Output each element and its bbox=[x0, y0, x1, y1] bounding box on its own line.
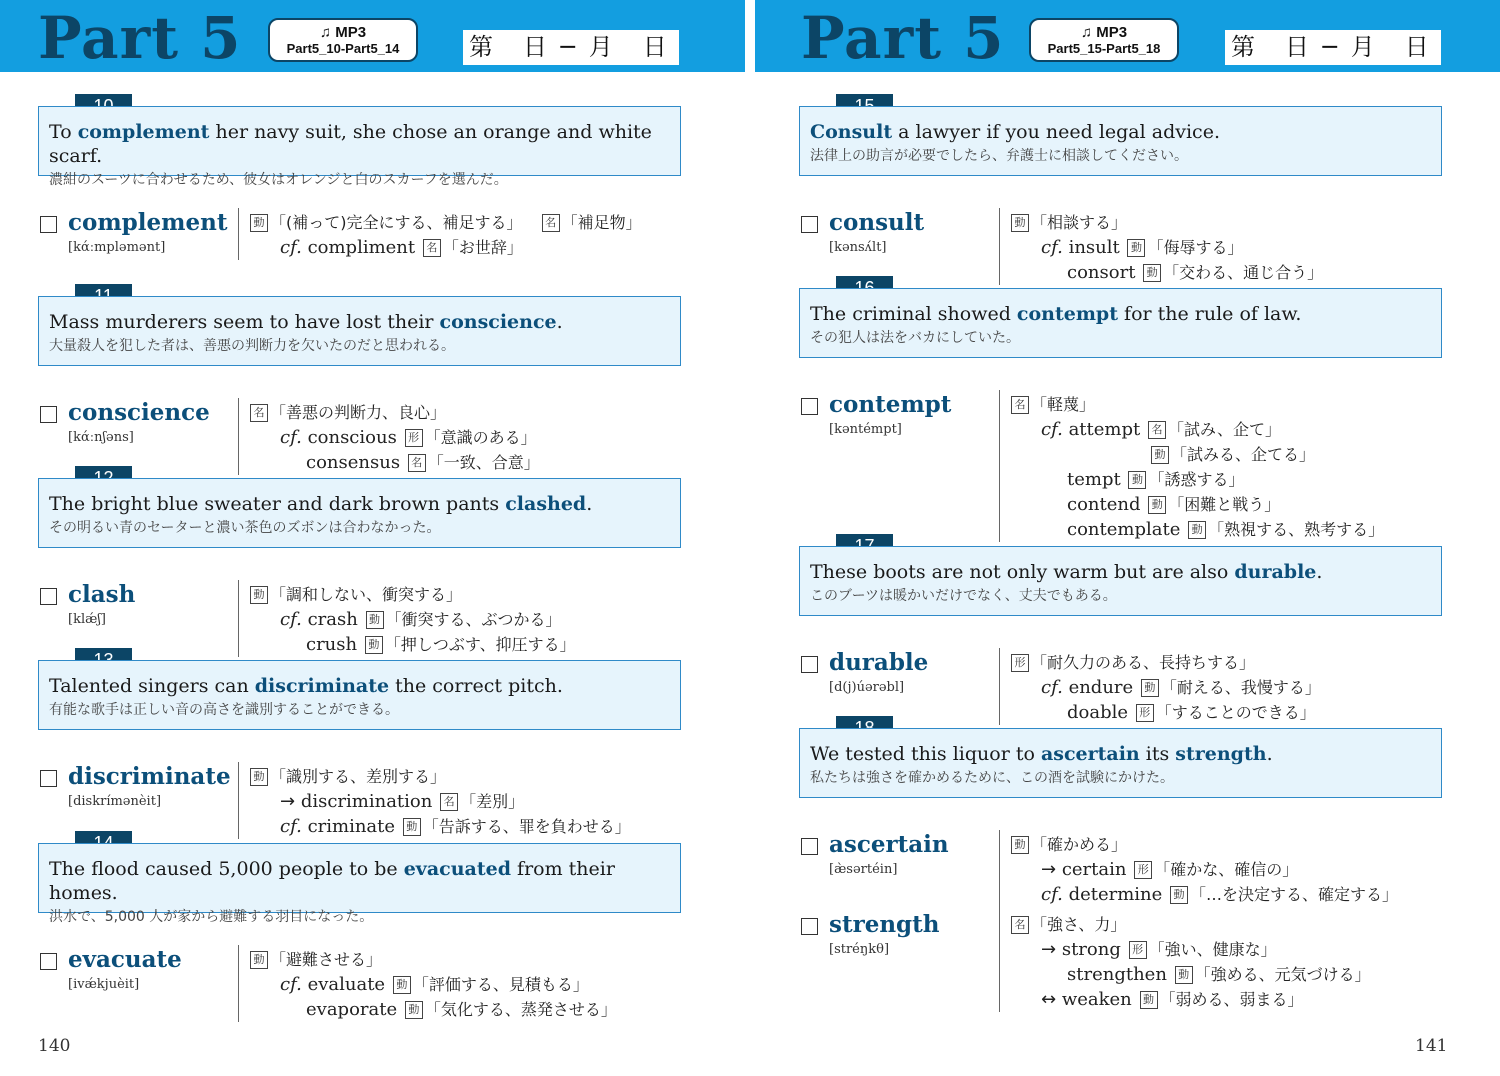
mp3-badge bbox=[1029, 18, 1179, 62]
part-of-speech-tag: 形 bbox=[1136, 704, 1154, 722]
example-sentence-box bbox=[38, 106, 681, 188]
definitions bbox=[1009, 210, 1323, 285]
sentence-text: Talented singers can bbox=[49, 675, 255, 697]
definition-line bbox=[1009, 442, 1384, 467]
cf-marker: cf. bbox=[1041, 237, 1063, 258]
divider-line bbox=[238, 208, 239, 260]
part-of-speech-tag: 動 bbox=[1141, 679, 1159, 697]
example-sentence-en bbox=[49, 857, 670, 905]
part-of-speech-tag: 動 bbox=[393, 976, 411, 994]
part-of-speech-tag: 形 bbox=[1011, 654, 1029, 672]
part-of-speech-tag: 動 bbox=[403, 818, 421, 836]
headword: conscience bbox=[68, 399, 210, 426]
japanese-definition: 「告訴する、罪を負わせる」 bbox=[422, 817, 631, 836]
pronunciation: [kάːmpləmənt] bbox=[68, 240, 166, 255]
definition-line bbox=[1009, 235, 1323, 260]
sentence-text: The bright blue sweater and dark brown pants bbox=[49, 493, 506, 515]
related-word: strengthen bbox=[1067, 964, 1167, 985]
sentence-text: a lawyer if you need legal advice. bbox=[892, 121, 1220, 143]
target-word: contempt bbox=[1016, 303, 1118, 325]
related-word: contemplate bbox=[1067, 519, 1181, 540]
part-of-speech-tag: 名 bbox=[250, 404, 268, 422]
definitions bbox=[1009, 392, 1384, 542]
checkbox[interactable] bbox=[801, 918, 818, 935]
cf-marker: cf. bbox=[1041, 884, 1063, 905]
definition-line bbox=[1009, 937, 1371, 962]
divider-line bbox=[238, 580, 239, 657]
example-sentence-ja: 大量殺人を犯した者は、善悪の判断力を欠いたのだと思われる。 bbox=[49, 338, 455, 354]
page-number: 140 bbox=[38, 1036, 71, 1056]
example-sentence-en bbox=[49, 492, 670, 516]
pronunciation: [stréŋkθ] bbox=[829, 942, 890, 957]
cf-marker: cf. bbox=[280, 974, 302, 995]
vocab-item bbox=[38, 208, 681, 260]
example-sentence-en bbox=[49, 674, 670, 698]
example-sentence-en bbox=[810, 120, 1431, 144]
example-sentence-ja: 洪水で、5,000 人が家から避難する羽目になった。 bbox=[49, 909, 374, 925]
related-word: crush bbox=[306, 634, 358, 655]
vocab-item bbox=[799, 390, 1442, 542]
part-of-speech-tag: 形 bbox=[405, 429, 423, 447]
relation-arrow: ↔ bbox=[1041, 989, 1057, 1010]
japanese-definition: 「評価する、見積もる」 bbox=[412, 975, 589, 994]
definition-line bbox=[1009, 492, 1384, 517]
study-date-box: 第 日 ─ 月 日 bbox=[1225, 30, 1441, 65]
related-word: evaluate bbox=[307, 974, 386, 995]
japanese-definition: 「意識のある」 bbox=[424, 428, 537, 447]
japanese-definition: 「軽蔑」 bbox=[1031, 395, 1096, 414]
mp3-file-range: Part5_15-Part5_18 bbox=[1047, 41, 1161, 56]
japanese-definition: 「試みる、企てる」 bbox=[1171, 445, 1316, 464]
definition-line bbox=[248, 425, 540, 450]
part-of-speech-tag: 動 bbox=[1128, 471, 1146, 489]
sentence-text: its bbox=[1139, 743, 1176, 765]
part-of-speech-tag: 名 bbox=[408, 454, 426, 472]
headword: discriminate bbox=[68, 763, 231, 790]
japanese-definition: 「誘惑する」 bbox=[1148, 470, 1245, 489]
japanese-definition: 「相談する」 bbox=[1031, 213, 1128, 232]
part-of-speech-tag: 動 bbox=[1143, 264, 1161, 282]
target-word: durable bbox=[1234, 561, 1317, 583]
cf-marker: cf. bbox=[1041, 677, 1063, 698]
headword: complement bbox=[68, 209, 228, 236]
sentence-text: . bbox=[1316, 561, 1323, 583]
example-sentence-ja: その犯人は法をバカにしていた。 bbox=[810, 330, 1020, 346]
related-word: criminate bbox=[307, 816, 396, 837]
definition-line bbox=[1009, 210, 1323, 235]
part-title: Part 5 bbox=[801, 4, 1005, 72]
japanese-definition: 「善悪の判断力、良心」 bbox=[270, 403, 447, 422]
divider-line bbox=[238, 945, 239, 1022]
part-of-speech-tag: 名 bbox=[542, 214, 560, 232]
japanese-definition: 「差別」 bbox=[460, 792, 525, 811]
example-sentence-ja: 濃紺のスーツに合わせるため、彼女はオレンジと白のスカーフを選んだ。 bbox=[49, 172, 508, 188]
sentence-text: The criminal showed bbox=[810, 303, 1017, 325]
part-of-speech-tag: 動 bbox=[1011, 214, 1029, 232]
vocab-item bbox=[38, 945, 681, 1022]
definition-line bbox=[1009, 882, 1398, 907]
part-of-speech-tag: 動 bbox=[1140, 991, 1158, 1009]
japanese-definition: 「強さ、力」 bbox=[1031, 915, 1127, 934]
part-of-speech-tag: 動 bbox=[250, 586, 268, 604]
relation-arrow: → bbox=[280, 791, 296, 812]
definitions bbox=[248, 210, 642, 260]
part-title: Part 5 bbox=[38, 4, 242, 72]
part-of-speech-tag: 動 bbox=[1011, 836, 1029, 854]
part-of-speech-tag: 動 bbox=[1170, 886, 1188, 904]
japanese-definition: 「熟視する、熟考する」 bbox=[1208, 520, 1385, 539]
example-sentence-box bbox=[38, 478, 681, 548]
part-of-speech-tag: 動 bbox=[1188, 521, 1206, 539]
related-word: crash bbox=[307, 609, 358, 630]
headword: evacuate bbox=[68, 946, 182, 973]
japanese-definition: 「困難と戦う」 bbox=[1168, 495, 1281, 514]
vocab-item bbox=[799, 648, 1442, 725]
sentence-text: Mass murderers seem to have lost their bbox=[49, 311, 440, 333]
mp3-badge bbox=[268, 18, 418, 62]
sentence-text: We tested this liquor to bbox=[810, 743, 1041, 765]
study-date-box: 第 日 ─ 月 日 bbox=[463, 30, 679, 65]
japanese-definition: 「弱める、弱まる」 bbox=[1159, 990, 1304, 1009]
example-sentence-en bbox=[810, 742, 1431, 766]
part-of-speech-tag: 形 bbox=[1134, 861, 1152, 879]
related-word: weaken bbox=[1061, 989, 1132, 1010]
pronunciation: [d(j)úərəbl] bbox=[829, 680, 905, 695]
checkbox[interactable] bbox=[40, 216, 57, 233]
definitions bbox=[1009, 832, 1398, 907]
example-sentence-box bbox=[799, 106, 1442, 176]
japanese-definition: 「強める、元気づける」 bbox=[1194, 965, 1371, 984]
mp3-file-range: Part5_10-Part5_14 bbox=[286, 41, 400, 56]
japanese-definition: 「試み、企て」 bbox=[1167, 420, 1281, 439]
example-sentence-box bbox=[38, 843, 681, 925]
definition-line bbox=[248, 210, 642, 235]
example-sentence-en bbox=[49, 310, 670, 334]
cf-marker: cf. bbox=[1041, 419, 1063, 440]
related-word: evaporate bbox=[306, 999, 398, 1020]
target-word: strength bbox=[1175, 743, 1267, 765]
example-sentence-ja: このブーツは暖かいだけでなく、丈夫でもある。 bbox=[810, 588, 1117, 604]
cf-marker: cf. bbox=[280, 427, 302, 448]
related-word: attempt bbox=[1068, 419, 1141, 440]
checkbox[interactable] bbox=[801, 656, 818, 673]
headword: durable bbox=[829, 649, 929, 676]
japanese-definition: 「一致、合意」 bbox=[427, 453, 540, 472]
checkbox[interactable] bbox=[801, 398, 818, 415]
definition-line bbox=[1009, 517, 1384, 542]
definitions bbox=[248, 582, 576, 657]
definition-line bbox=[248, 789, 631, 814]
right-page bbox=[755, 0, 1500, 1076]
definition-line bbox=[248, 235, 642, 260]
related-word: insult bbox=[1068, 237, 1120, 258]
checkbox[interactable] bbox=[801, 216, 818, 233]
part-of-speech-tag: 動 bbox=[250, 214, 268, 232]
definitions bbox=[248, 764, 631, 839]
definition-line bbox=[248, 632, 576, 657]
example-sentence-en bbox=[810, 560, 1431, 584]
definition-line bbox=[1009, 962, 1371, 987]
definition-line bbox=[1009, 857, 1398, 882]
divider-line bbox=[238, 398, 239, 475]
japanese-definition: 「…を決定する、確定する」 bbox=[1190, 885, 1399, 904]
example-sentence-en bbox=[810, 302, 1431, 326]
pronunciation: [klǽʃ] bbox=[68, 612, 106, 627]
checkbox[interactable] bbox=[40, 953, 57, 970]
part-of-speech-tag: 動 bbox=[250, 951, 268, 969]
example-sentence-box bbox=[38, 660, 681, 730]
sentence-text: from their homes. bbox=[49, 858, 615, 904]
checkbox[interactable] bbox=[40, 406, 57, 423]
related-word: tempt bbox=[1067, 469, 1121, 490]
part-of-speech-tag: 動 bbox=[250, 768, 268, 786]
pronunciation: [kάːnʃəns] bbox=[68, 430, 134, 445]
part-of-speech-tag: 形 bbox=[1129, 941, 1147, 959]
target-word: clashed bbox=[505, 493, 587, 515]
sentence-text: . bbox=[556, 311, 563, 333]
example-sentence-box bbox=[38, 296, 681, 366]
definition-line bbox=[1009, 832, 1398, 857]
target-word: Consult bbox=[810, 121, 893, 143]
vocab-item bbox=[38, 398, 681, 475]
related-word: certain bbox=[1061, 859, 1127, 880]
japanese-definition: 「耐久力のある、長持ちする」 bbox=[1031, 653, 1256, 672]
definition-line bbox=[1009, 650, 1321, 675]
example-sentence-box bbox=[799, 728, 1442, 798]
part-of-speech-tag: 名 bbox=[1148, 421, 1166, 439]
example-sentence-box bbox=[799, 288, 1442, 358]
japanese-definition: 「押しつぶす、抑圧する」 bbox=[384, 635, 576, 654]
pronunciation: [diskrímənèit] bbox=[68, 794, 162, 809]
related-word: discrimination bbox=[300, 791, 433, 812]
definition-line bbox=[248, 607, 576, 632]
part-of-speech-tag: 動 bbox=[365, 636, 383, 654]
japanese-definition: 「お世辞」 bbox=[442, 238, 523, 257]
target-word: complement bbox=[77, 121, 210, 143]
definition-line bbox=[1009, 987, 1371, 1012]
sentence-text: These boots are not only warm but are also bbox=[810, 561, 1235, 583]
definition-line bbox=[248, 972, 617, 997]
related-word: strong bbox=[1061, 939, 1121, 960]
sentence-text: for the rule of law. bbox=[1118, 303, 1302, 325]
japanese-definition: 「識別する、差別する」 bbox=[270, 767, 447, 786]
cf-marker: cf. bbox=[280, 237, 302, 258]
checkbox[interactable] bbox=[40, 588, 57, 605]
sentence-text: her navy suit, she chose an orange and white scarf. bbox=[49, 121, 652, 167]
divider-line bbox=[999, 208, 1000, 285]
part-of-speech-tag: 動 bbox=[405, 1001, 423, 1019]
example-sentence-ja: その明るい青のセーターと濃い茶色のズボンは合わなかった。 bbox=[49, 520, 441, 536]
japanese-definition: 「補足物」 bbox=[561, 213, 642, 232]
part-of-speech-tag: 名 bbox=[1011, 916, 1029, 934]
japanese-definition: 「耐える、我慢する」 bbox=[1160, 678, 1321, 697]
definition-line bbox=[1009, 700, 1321, 725]
related-word: doable bbox=[1067, 702, 1129, 723]
part-of-speech-tag: 名 bbox=[423, 239, 441, 257]
left-page bbox=[0, 0, 745, 1076]
related-word: contend bbox=[1067, 494, 1141, 515]
sentence-text: the correct pitch. bbox=[389, 675, 563, 697]
divider-line bbox=[999, 648, 1000, 725]
definitions bbox=[1009, 912, 1371, 1012]
vocab-item bbox=[799, 910, 1442, 1012]
japanese-definition: 「確かめる」 bbox=[1031, 835, 1128, 854]
sentence-text: The flood caused 5,000 people to be bbox=[49, 858, 404, 880]
japanese-definition: 「確かな、確信の」 bbox=[1154, 860, 1299, 879]
japanese-definition: 「衝突する、ぶつかる」 bbox=[385, 610, 562, 629]
japanese-definition: 「侮辱する」 bbox=[1147, 238, 1244, 257]
related-word: compliment bbox=[307, 237, 416, 258]
related-word: conscious bbox=[307, 427, 397, 448]
sentence-text: . bbox=[586, 493, 593, 515]
japanese-definition: 「交わる、通じ合う」 bbox=[1163, 263, 1324, 282]
part-of-speech-tag: 動 bbox=[1148, 496, 1166, 514]
definition-line bbox=[248, 400, 540, 425]
definition-line bbox=[1009, 912, 1371, 937]
mp3-label: ♫ MP3 bbox=[1080, 24, 1128, 41]
japanese-definition: 「気化する、蒸発させる」 bbox=[424, 1000, 617, 1019]
example-sentence-ja: 私たちは強さを確かめるために、この酒を試験にかけた。 bbox=[810, 770, 1174, 786]
pronunciation: [æ̀sərtéin] bbox=[829, 862, 898, 877]
sentence-text: . bbox=[1266, 743, 1273, 765]
example-sentence-en bbox=[49, 120, 670, 168]
vocab-item bbox=[38, 762, 681, 839]
part-of-speech-tag: 名 bbox=[440, 793, 458, 811]
definition-line bbox=[1009, 467, 1384, 492]
japanese-definition: 「(補って)完全にする、補足する」 bbox=[270, 213, 523, 232]
headword: strength bbox=[829, 911, 940, 938]
headword: contempt bbox=[829, 391, 952, 418]
headword: ascertain bbox=[829, 831, 949, 858]
target-word: evacuated bbox=[403, 858, 512, 880]
example-sentence-ja: 法律上の助言が必要でしたら、弁護士に相談してください。 bbox=[810, 148, 1188, 164]
part-of-speech-tag: 動 bbox=[366, 611, 384, 629]
checkbox[interactable] bbox=[40, 770, 57, 787]
related-word: consort bbox=[1067, 262, 1136, 283]
target-word: discriminate bbox=[254, 675, 390, 697]
checkbox[interactable] bbox=[801, 838, 818, 855]
definition-line bbox=[248, 582, 576, 607]
target-word: ascertain bbox=[1040, 743, 1140, 765]
vocab-item bbox=[38, 580, 681, 657]
vocab-item bbox=[799, 208, 1442, 285]
part-of-speech-tag: 動 bbox=[1151, 446, 1169, 464]
definitions bbox=[248, 947, 617, 1022]
relation-arrow: → bbox=[1041, 939, 1057, 960]
definition-line bbox=[248, 450, 540, 475]
definition-line bbox=[1009, 260, 1323, 285]
definitions bbox=[248, 400, 540, 475]
definition-line bbox=[248, 814, 631, 839]
example-sentence-ja: 有能な歌手は正しい音の高さを識別することができる。 bbox=[49, 702, 399, 718]
pronunciation: [ivǽkjuèit] bbox=[68, 977, 140, 992]
mp3-label: ♫ MP3 bbox=[319, 24, 367, 41]
japanese-definition: 「避難させる」 bbox=[270, 950, 383, 969]
japanese-definition: 「強い、健康な」 bbox=[1148, 940, 1277, 959]
definition-line bbox=[1009, 392, 1384, 417]
example-sentence-box bbox=[799, 546, 1442, 616]
definition-line bbox=[248, 947, 617, 972]
pronunciation: [kənsʌ́lt] bbox=[829, 240, 887, 255]
target-word: conscience bbox=[439, 311, 557, 333]
definition-line bbox=[248, 764, 631, 789]
divider-line bbox=[999, 390, 1000, 542]
page-number: 141 bbox=[1415, 1036, 1448, 1056]
sentence-text: To bbox=[49, 121, 78, 143]
cf-marker: cf. bbox=[280, 609, 302, 630]
pronunciation: [kəntémpt] bbox=[829, 422, 902, 437]
related-word: consensus bbox=[306, 452, 401, 473]
related-word: determine bbox=[1068, 884, 1163, 905]
related-word: endure bbox=[1068, 677, 1134, 698]
definition-line bbox=[1009, 675, 1321, 700]
part-of-speech-tag: 名 bbox=[1011, 396, 1029, 414]
japanese-definition: 「調和しない、衝突する」 bbox=[270, 585, 463, 604]
definitions bbox=[1009, 650, 1321, 725]
headword: clash bbox=[68, 581, 136, 608]
divider-line bbox=[238, 762, 239, 839]
japanese-definition: 「することのできる」 bbox=[1155, 703, 1316, 722]
relation-arrow: → bbox=[1041, 859, 1057, 880]
headword: consult bbox=[829, 209, 925, 236]
part-of-speech-tag: 動 bbox=[1127, 239, 1145, 257]
definition-line bbox=[248, 997, 617, 1022]
part-of-speech-tag: 動 bbox=[1175, 966, 1193, 984]
cf-marker: cf. bbox=[280, 816, 302, 837]
vocab-item bbox=[799, 830, 1442, 907]
definition-line bbox=[1009, 417, 1384, 442]
